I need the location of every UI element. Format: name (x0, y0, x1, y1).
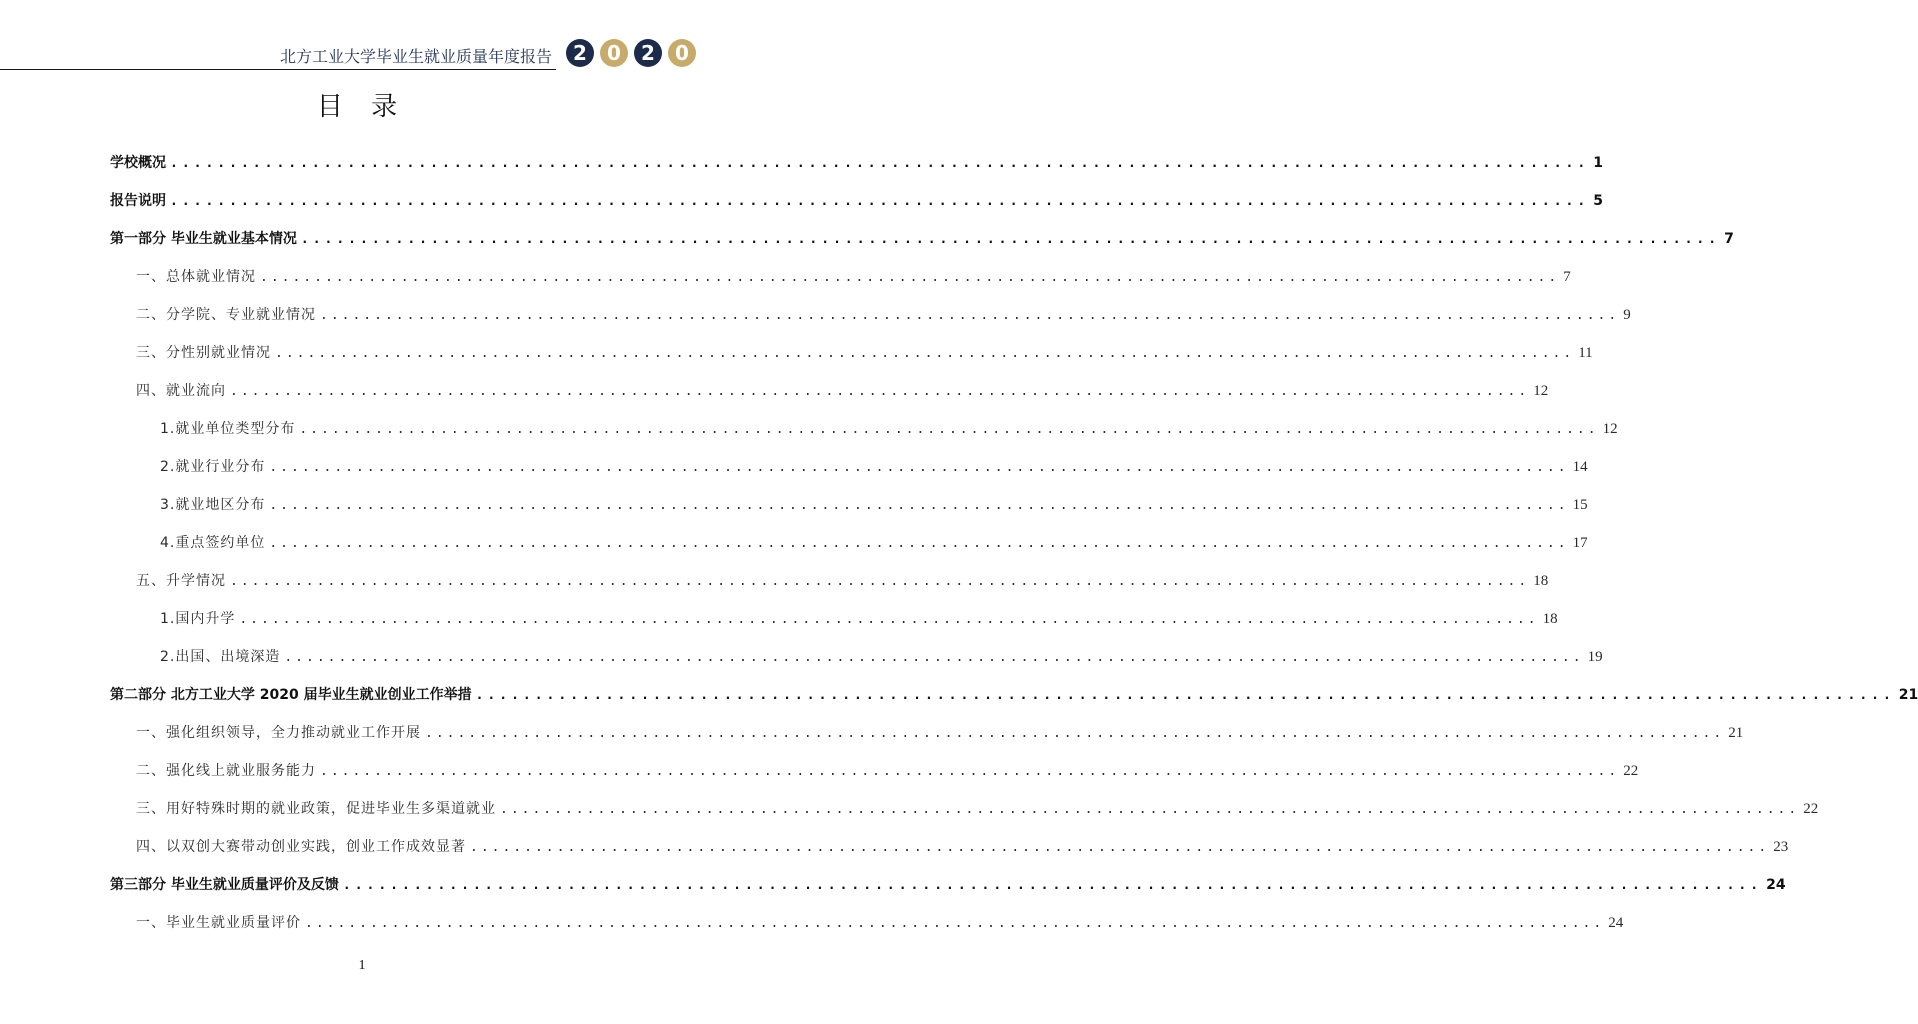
toc-entry-page: 14 (1572, 459, 1588, 475)
toc-leader-dots: ........................................................................................................................ (269, 460, 1569, 475)
toc-entry[interactable] (160, 418, 1618, 440)
toc-entry-page: 12 (1533, 383, 1549, 399)
toc-leader-dots: ........................................................................................................................ (170, 156, 1590, 171)
toc-entry[interactable] (136, 570, 1549, 592)
toc-entry-label: 五、升学情况 (136, 573, 226, 589)
year-digit-badge: 0 (600, 39, 628, 67)
toc-entry-label: 第二部分 北方工业大学 2020 届毕业生就业创业工作举措 (110, 687, 472, 703)
toc-entry-label: 三、分性别就业情况 (136, 345, 271, 361)
toc-leader-dots: ........................................................................................................................ (470, 840, 1770, 855)
toc-leader-dots: ........................................................................................................................ (230, 574, 1530, 589)
toc-entry[interactable] (136, 342, 1593, 364)
toc-leader-dots: ........................................................................................................................ (300, 232, 1721, 247)
toc-entry[interactable] (160, 532, 1588, 554)
page-number: 1 (358, 958, 366, 973)
toc-leader-dots: ........................................................................................................................ (500, 802, 1800, 817)
year-digit-badge: 2 (566, 39, 594, 67)
toc-entry-label: 3.就业地区分布 (160, 497, 266, 513)
toc-leader-dots: ........................................................................................................................ (260, 270, 1560, 285)
toc-entry-label: 四、以双创大赛带动创业实践，创业工作成效显著 (136, 839, 466, 855)
toc-leader-dots: ........................................................................................................................ (425, 726, 1725, 741)
toc-leader-dots: ........................................................................................................................ (284, 650, 1584, 665)
toc-entry[interactable] (136, 266, 1571, 288)
toc-entry-page: 21 (1898, 687, 1918, 703)
toc-entry-page: 21 (1728, 725, 1744, 741)
toc-leader-dots: ........................................................................................................................ (170, 194, 1590, 209)
toc-entry-page: 18 (1533, 573, 1549, 589)
toc-entry[interactable] (160, 608, 1558, 630)
toc-entry[interactable] (160, 646, 1603, 668)
toc-entry-label: 一、毕业生就业质量评价 (136, 915, 301, 931)
toc-entry-label: 2.出国、出境深造 (160, 649, 281, 665)
toc-entry-page: 11 (1578, 345, 1593, 361)
toc-leader-dots: ........................................................................................................................ (305, 916, 1605, 931)
toc-entry[interactable] (110, 152, 1603, 174)
report-header-title: 北方工业大学毕业生就业质量年度报告 (279, 47, 552, 66)
toc-entry-label: 第一部分 毕业生就业基本情况 (110, 231, 297, 247)
toc-entry[interactable] (136, 760, 1639, 782)
toc-entry-page: 5 (1593, 193, 1603, 209)
toc-leader-dots: ........................................................................................................................ (269, 536, 1569, 551)
toc-leader-dots: ........................................................................................................................ (275, 346, 1575, 361)
toc-leader-dots: ........................................................................................................................ (320, 764, 1620, 779)
toc-leader-dots: ........................................................................................................................ (342, 878, 1763, 893)
toc-entry-label: 4.重点签约单位 (160, 535, 266, 551)
toc-entry-label: 1.就业单位类型分布 (160, 421, 296, 437)
toc-entry-page: 7 (1724, 231, 1734, 247)
toc-entry-page: 22 (1623, 763, 1639, 779)
toc-entry-label: 三、用好特殊时期的就业政策，促进毕业生多渠道就业 (136, 801, 496, 817)
toc-leader-dots: ........................................................................................................................ (320, 308, 1620, 323)
toc-entry[interactable] (136, 722, 1744, 744)
toc-entry[interactable] (136, 912, 1624, 934)
toc-entry[interactable] (136, 798, 1819, 820)
toc-entry-label: 报告说明 (110, 193, 166, 209)
toc-entry-page: 19 (1587, 649, 1603, 665)
toc-entry[interactable] (110, 190, 1603, 212)
toc-entry[interactable] (110, 874, 1786, 896)
toc-entry-label: 1.国内升学 (160, 611, 236, 627)
toc-entry[interactable] (136, 836, 1789, 858)
toc-entry-label: 二、分学院、专业就业情况 (136, 307, 316, 323)
toc-entry[interactable] (110, 684, 1918, 706)
toc-entry-page: 7 (1563, 269, 1571, 285)
toc-entry[interactable] (136, 304, 1631, 326)
year-digit-badge: 0 (668, 39, 696, 67)
toc-entry-page: 12 (1602, 421, 1618, 437)
year-digit-badge: 2 (634, 39, 662, 67)
toc-entry-label: 一、总体就业情况 (136, 269, 256, 285)
toc-leader-dots: ........................................................................................................................ (475, 688, 1895, 703)
page-title: 目 录 (316, 92, 408, 122)
toc-entry-label: 一、强化组织领导，全力推动就业工作开展 (136, 725, 421, 741)
toc-entry-page: 18 (1542, 611, 1558, 627)
toc-entry[interactable] (136, 380, 1549, 402)
toc-entry-label: 学校概况 (110, 155, 166, 171)
toc-entry[interactable] (160, 456, 1588, 478)
toc-entry[interactable] (110, 228, 1734, 250)
toc-entry-page: 22 (1803, 801, 1819, 817)
toc-leader-dots: ........................................................................................................................ (299, 422, 1599, 437)
toc-entry-page: 9 (1623, 307, 1631, 323)
toc-entry-page: 17 (1572, 535, 1588, 551)
toc-entry-label: 2.就业行业分布 (160, 459, 266, 475)
toc-leader-dots: ........................................................................................................................ (239, 612, 1539, 627)
toc-entry-page: 24 (1766, 877, 1786, 893)
toc-entry-label: 二、强化线上就业服务能力 (136, 763, 316, 779)
toc-entry-page: 23 (1773, 839, 1789, 855)
toc-entry-page: 24 (1608, 915, 1624, 931)
toc-leader-dots: ........................................................................................................................ (230, 384, 1530, 399)
toc-entry-page: 1 (1593, 155, 1603, 171)
toc-entry-page: 15 (1572, 497, 1588, 513)
toc-entry-label: 第三部分 毕业生就业质量评价及反馈 (110, 877, 339, 893)
toc-leader-dots: ........................................................................................................................ (269, 498, 1569, 513)
toc-entry-label: 四、就业流向 (136, 383, 226, 399)
toc-entry[interactable] (160, 494, 1588, 516)
